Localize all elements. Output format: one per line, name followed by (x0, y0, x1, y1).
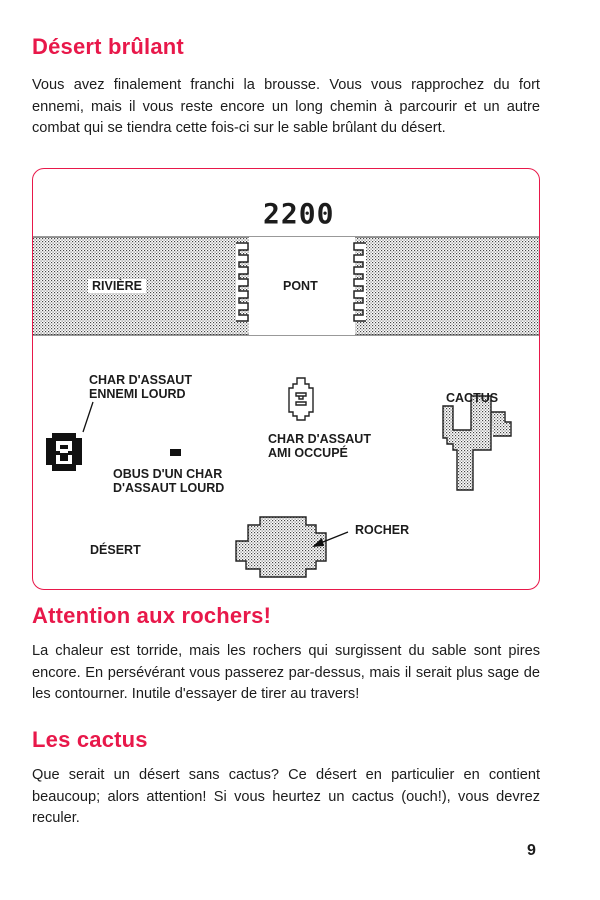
rock-label: ROCHER (355, 523, 410, 537)
desert-label: DÉSERT (90, 543, 141, 557)
cactus-label: CACTUS (446, 391, 499, 405)
intro-paragraph: Vous avez finalement franchi la brousse. Vous vous rapprochez du fort ennemi, mais il vous reste encore un long chemin à parcourir et un autre combat qui se tiendra cette fois-ci sur le sable brûlant du désert. (32, 77, 540, 136)
tank-shell (170, 449, 181, 456)
bridge-label: PONT (283, 279, 318, 293)
score-counter: 2200 (263, 197, 335, 230)
enemy-tank-label: CHAR D'ASSAUT ENNEMI LOURD (89, 373, 192, 401)
cactus-paragraph: Que serait un désert sans cactus? Ce désert en particulier en contient beaucoup; alors attention! Si vous heurtez un cactus (ouch!), vous devrez reculer. (32, 767, 540, 826)
shell-label: OBUS D'UN CHAR D'ASSAUT LOURD (113, 467, 225, 495)
friendly-tank-label: CHAR D'ASSAUT AMI OCCUPÉ (268, 432, 371, 460)
section-title-desert: Désert brûlant (32, 34, 184, 59)
rock (236, 517, 326, 577)
section-title-rocks: Attention aux rochers! (32, 603, 272, 628)
rocks-paragraph: La chaleur est torride, mais les rochers qui surgissent du sable sont pires encore. En persévérant vous passerez par-dessus, mais il serait plus sage de les contourner. Inutile d'essayer de tirer au travers! (32, 643, 540, 702)
river-label: RIVIÈRE (88, 279, 146, 293)
page-number: 9 (527, 842, 536, 859)
game-screen-illustration (32, 168, 540, 590)
section-title-cactus: Les cactus (32, 727, 148, 752)
enemy-heavy-tank (46, 433, 82, 471)
cactus (443, 396, 511, 490)
friendly-tank (289, 378, 313, 420)
